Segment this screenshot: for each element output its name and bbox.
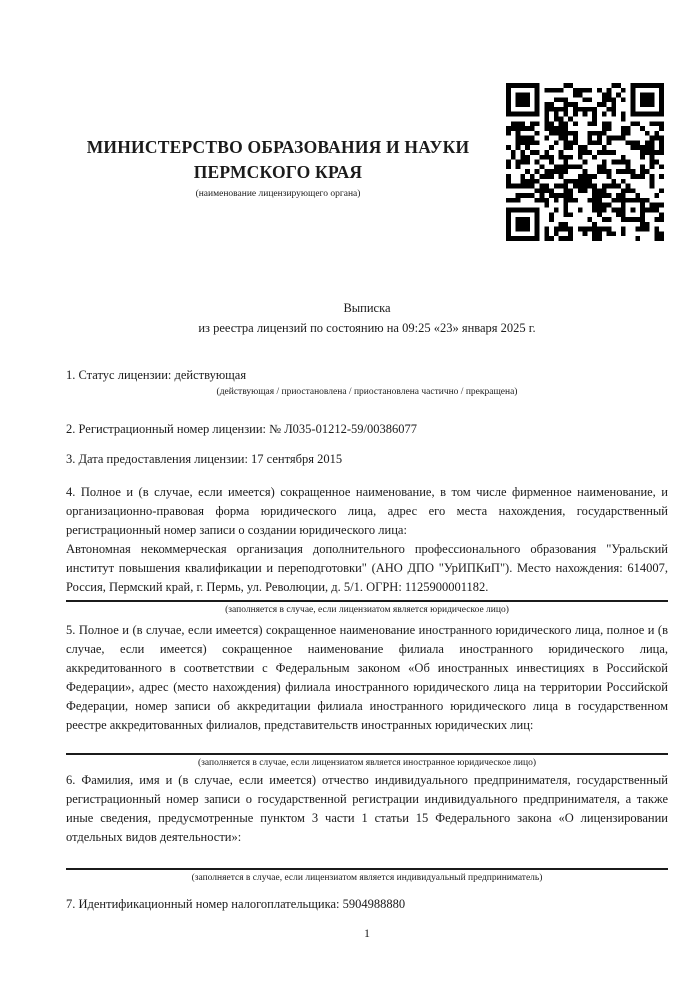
licensing-authority-header: [56, 135, 500, 200]
item-registration-number: [66, 420, 668, 439]
qr-code-icon: [506, 83, 664, 241]
item-individual-entrepreneur: [66, 771, 668, 884]
license-status-text: 1. Статус лицензии: действующая: [66, 368, 247, 382]
item-legal-entity: [66, 483, 668, 616]
item-foreign-entity: [66, 621, 668, 769]
fill-in-line: [66, 753, 668, 755]
entrepreneur-caption: (заполняется в случае, если лицензиатом является индивидуальный предприниматель): [191, 873, 543, 883]
license-date-text: 3. Дата предоставления лицензии: 17 сентября 2015: [66, 452, 343, 466]
license-status-caption: (действующая / приостановлена / приостановлена частично / прекращена): [216, 387, 518, 397]
page-number: 1: [364, 926, 370, 940]
document-title: [66, 299, 668, 338]
registration-number-text: 2. Регистрационный номер лицензии: № Л035-01212-59/00386077: [66, 422, 417, 436]
item-license-date: [66, 450, 668, 469]
foreign-entity-label: 5. Полное и (в случае, если имеется) сокращенное наименование иностранного юридического лица, полное и (в случае, если имеется) сокращенное наименование филиала иностранного юридического лица, аккредитованного в соответствии с Федеральным законом «Об иностранных инвестициях в Российской Федерации», адрес (место нахождения) филиала иностранного юридического лица на территории Российской Федерации, номер записи об аккредитации филиала иностранного юридического лица в государственном реестре аккредитованных филиалов, представительств иностранных юридических лиц:: [66, 623, 668, 732]
legal-entity-value: Автономная некоммерческая организация дополнительного профессионального образования "Уральский институт повышения квалификации и переподготовки" (АНО ДПО "УрИПКиП"). Место нахождения: 614007, Россия, Пермский край, г. Пермь, ул. Революции, д. 5/1. ОГРН: 1125900001182.: [66, 542, 668, 594]
fill-in-line: [66, 600, 668, 602]
entrepreneur-label: 6. Фамилия, имя и (в случае, если имеется) отчество индивидуального предпринимателя, государственный регистрационный номер записи о государственной регистрации индивидуального предпринимателя, а также иные сведения, предусмотренные пунктом 3 части 1 статьи 15 Федерального закона «О лицензировании отдельных видов деятельности»:: [66, 773, 668, 844]
title-line1: Выписка: [343, 301, 391, 315]
item-license-status: [66, 366, 668, 398]
fill-in-line: [66, 868, 668, 870]
title-line2: из реестра лицензий по состоянию на 09:25 «23» января 2025 г.: [198, 320, 536, 335]
ministry-caption: (наименование лицензирующего органа): [195, 189, 361, 199]
ministry-name-line1: МИНИСТЕРСТВО ОБРАЗОВАНИЯ И НАУКИ: [86, 137, 470, 157]
ministry-name-line2: ПЕРМСКОГО КРАЯ: [193, 162, 363, 182]
item-taxpayer-number: [66, 895, 668, 914]
taxpayer-number-text: 7. Идентификационный номер налогоплательщика: 5904988880: [66, 897, 406, 911]
legal-entity-label: 4. Полное и (в случае, если имеется) сокращенное наименование, в том числе фирменное наименование, и организационно-правовая форма юридического лица, адрес его места нахождения, государственный регистрационный номер записи о создании юридического лица:: [66, 485, 668, 537]
foreign-entity-caption: (заполняется в случае, если лицензиатом является иностранное юридическое лицо): [198, 758, 536, 768]
legal-entity-caption: (заполняется в случае, если лицензиатом является юридическое лицо): [225, 605, 509, 615]
